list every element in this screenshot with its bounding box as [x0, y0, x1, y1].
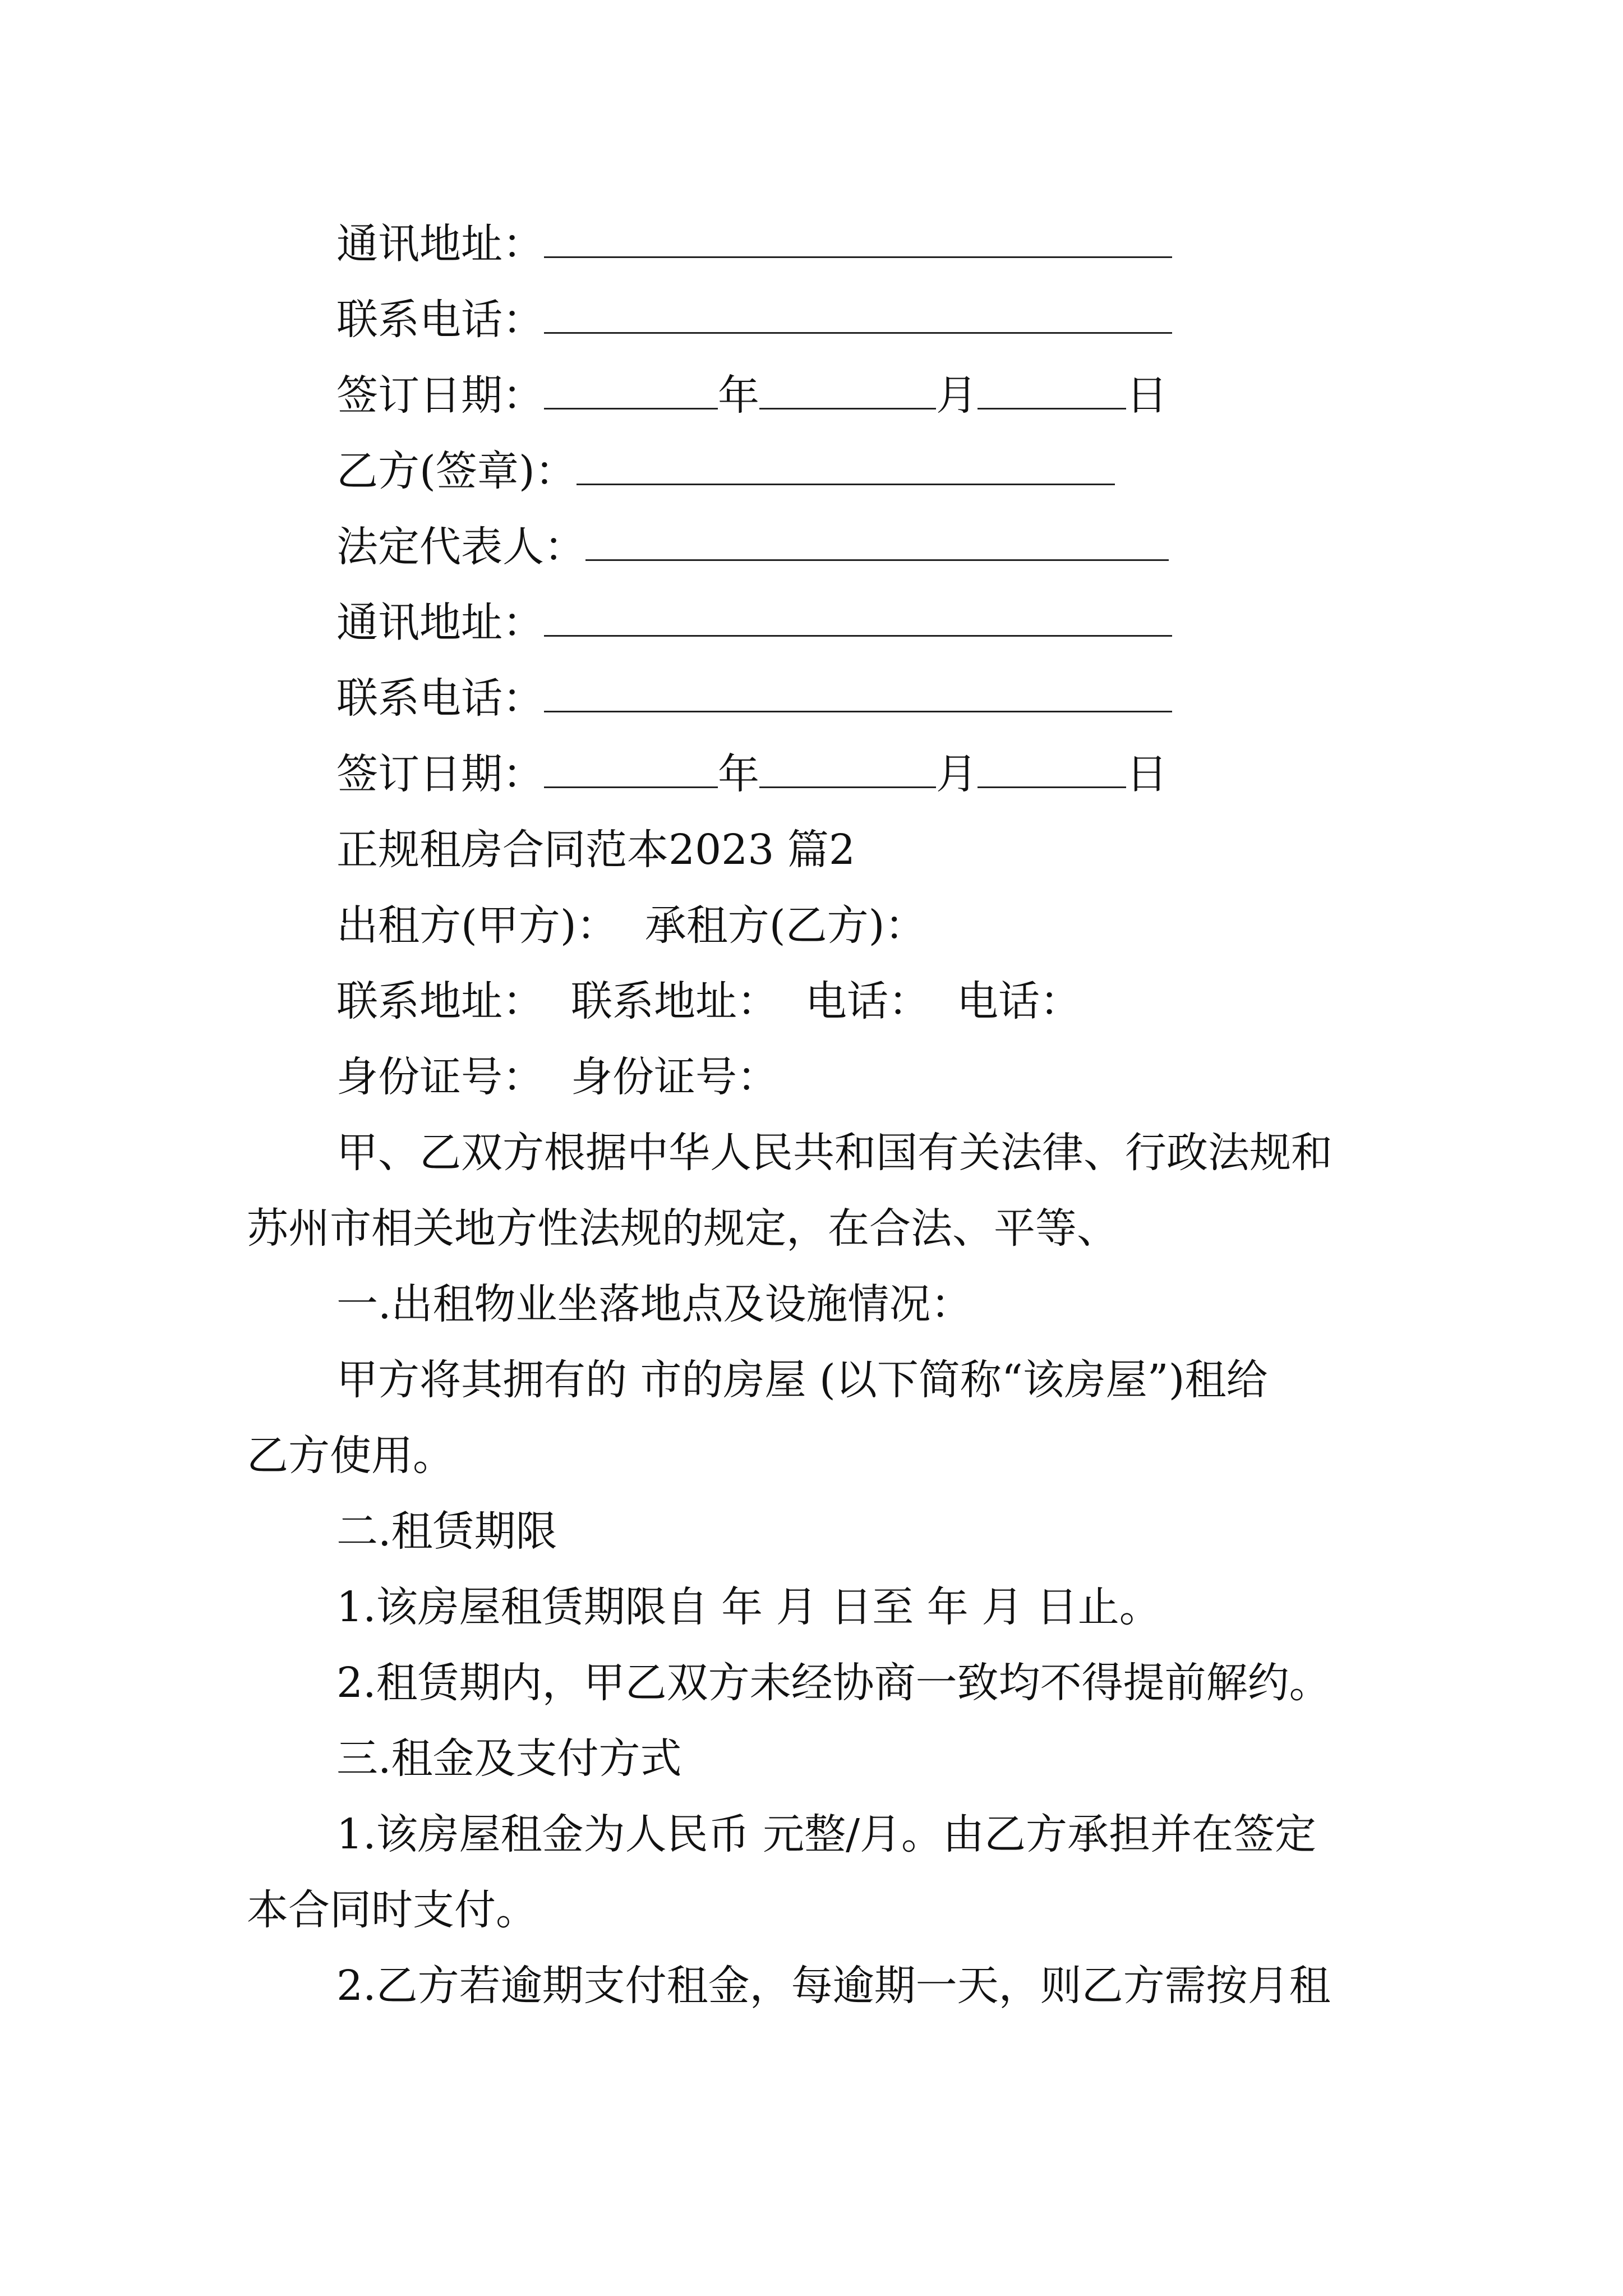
- phone-row-a: [336, 292, 1172, 348]
- address-blank[interactable]: [544, 601, 1172, 637]
- year-label: 年: [718, 371, 759, 420]
- clause-text-line: 甲方将其拥有的 市的房屋 (以下简称“该房屋”)租给: [336, 1356, 1268, 1404]
- date-label: 签订日期：: [336, 371, 544, 420]
- clause-text-line: 1.该房屋租赁期限自 年 月 日至 年 月 日止。: [336, 1583, 1161, 1631]
- parties-row: [336, 898, 926, 954]
- address-row-a: [336, 216, 1172, 272]
- contacts-row: [336, 973, 1081, 1029]
- address-blank[interactable]: [544, 223, 1172, 258]
- clause-heading: 三.租金及支付方式: [336, 1734, 682, 1783]
- month-label: 月: [936, 750, 978, 798]
- address-row-b: [336, 595, 1172, 651]
- contact-phone-label: 电话：: [957, 977, 1081, 1025]
- date-row-b: [336, 746, 1168, 802]
- phone-row-b: [336, 670, 1172, 726]
- date-label: 签订日期：: [336, 750, 544, 798]
- intro-paragraph-line: 苏州市相关地方性法规的规定，在合法、平等、: [247, 1204, 1118, 1253]
- day-label: 日: [1126, 750, 1168, 798]
- section-title: 正规租房合同范本2023 篇2: [336, 826, 855, 874]
- rep-blank[interactable]: [585, 526, 1169, 561]
- address-label: 通讯地址：: [336, 599, 544, 647]
- year-label: 年: [718, 750, 759, 798]
- contact-phone-label: 电话：: [805, 977, 930, 1025]
- date-row-a: [336, 367, 1168, 424]
- id-number-label: 身份证号：: [571, 1053, 778, 1101]
- rep-row: [336, 519, 1169, 575]
- party-b-label: 乙方(签章)：: [336, 447, 577, 495]
- clause-text-line: 本合同时支付。: [247, 1886, 537, 1934]
- month-blank[interactable]: [759, 753, 936, 788]
- year-blank[interactable]: [544, 374, 718, 409]
- month-label: 月: [936, 371, 978, 420]
- address-label: 通讯地址：: [336, 220, 544, 268]
- ids-row: [336, 1049, 778, 1105]
- party-b-row: [336, 443, 1115, 499]
- phone-blank[interactable]: [544, 298, 1172, 334]
- id-number-label: 身份证号：: [336, 1053, 544, 1101]
- day-label: 日: [1126, 371, 1168, 420]
- clause-text-line: 2.租赁期内，甲乙双方未经协商一致均不得提前解约。: [336, 1659, 1331, 1707]
- phone-label: 联系电话：: [336, 674, 544, 723]
- clause-heading: 二.租赁期限: [336, 1507, 557, 1556]
- rep-label: 法定代表人：: [336, 523, 585, 571]
- phone-blank[interactable]: [544, 677, 1172, 712]
- day-blank[interactable]: [978, 374, 1126, 409]
- day-blank[interactable]: [978, 753, 1126, 788]
- contact-address-label: 联系地址：: [336, 977, 544, 1025]
- clause-text-line: 2.乙方若逾期支付租金，每逾期一天，则乙方需按月租: [336, 1962, 1331, 2010]
- intro-paragraph-line: 甲、乙双方根据中华人民共和国有关法律、行政法规和: [336, 1129, 1332, 1177]
- phone-label: 联系电话：: [336, 296, 544, 344]
- clause-heading: 一.出租物业坐落地点及设施情况：: [336, 1280, 972, 1328]
- lessee-label: 承租方(乙方)：: [644, 901, 926, 950]
- clause-text-line: 1.该房屋租金为人民币 元整/月。由乙方承担并在签定: [336, 1810, 1317, 1858]
- contact-address-label: 联系地址：: [571, 977, 778, 1025]
- month-blank[interactable]: [759, 374, 936, 409]
- party-b-blank[interactable]: [577, 450, 1115, 485]
- year-blank[interactable]: [544, 753, 718, 788]
- clause-text-line: 乙方使用。: [247, 1432, 454, 1480]
- lessor-label: 出租方(甲方)：: [336, 901, 618, 950]
